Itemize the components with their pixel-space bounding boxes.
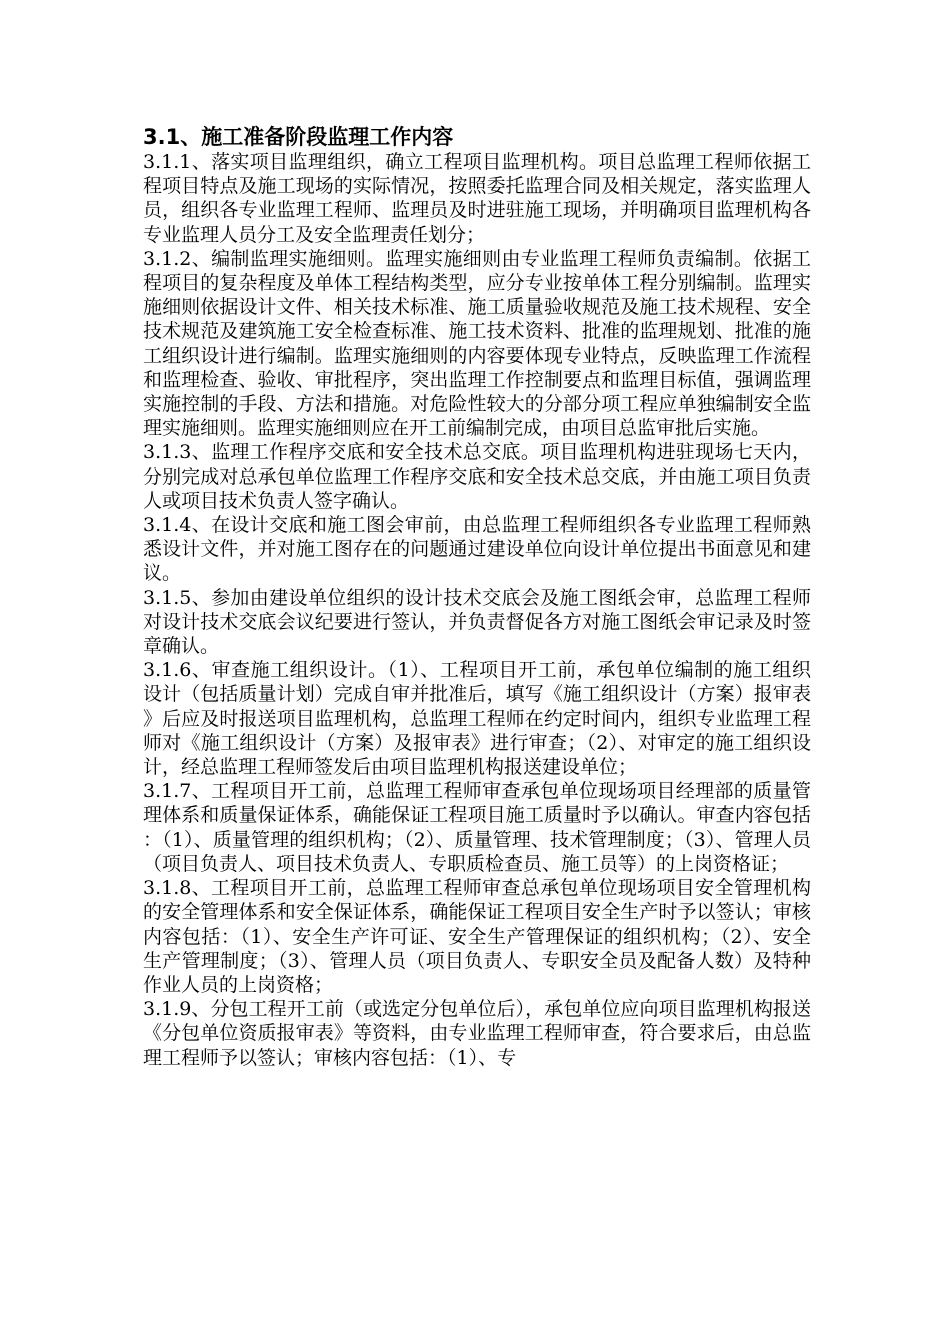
section-title: 3.1、施工准备阶段监理工作内容 (143, 125, 454, 149)
paragraph-3-1-5: 3.1.5、参加由建设单位组织的设计技术交底会及施工图纸会审，总监理工程师对设计技术交底会议纪要进行签认，并负责督促各方对施工图纸会审记录及时签章确认。 (143, 586, 811, 658)
paragraph-3-1-8: 3.1.8、工程项目开工前，总监理工程师审查总承包单位现场项目安全管理机构的安全管理体系和安全保证体系，确能保证工程项目安全生产时予以签认；审核内容包括：（1）、安全生产许可证、安全生产管理保证的组织机构；（2）、安全生产管理制度；（3）、管理人员（项目负责人、专职安全员及配备人数）及特种作业人员的上岗资格； (143, 877, 811, 996)
document-page (143, 124, 811, 1070)
paragraph-3-1-1: 3.1.1、落实项目监理组织，确立工程项目监理机构。项目总监理工程师依据工程项目特点及施工现场的实际情况，按照委托监理合同及相关规定，落实监理人员，组织各专业监理工程师、监理员及时进驻施工现场，并明确项目监理机构各专业监理人员分工及安全监理责任划分； (143, 151, 811, 246)
paragraph-3-1-2: 3.1.2、编制监理实施细则。监理实施细则由专业监理工程师负责编制。依据工程项目的复杂程度及单体工程结构类型，应分专业按单体工程分别编制。监理实施细则依据设计文件、相关技术标准、施工质量验收规范及施工技术规程、安全技术规范及建筑施工安全检查标准、施工技术资料、批准的监理规划、批准的施工组织设计进行编制。监理实施细则的内容要体现专业特点，反映监理工作流程和监理检查、验收、审批程序，突出监理工作控制要点和监理目标值，强调监理实施控制的手段、方法和措施。对危险性较大的分部分项工程应单独编制安全监理实施细则。监理实施细则应在开工前编制完成，由项目总监审批后实施。 (143, 247, 811, 440)
paragraph-3-1-6: 3.1.6、审查施工组织设计。（1）、工程项目开工前，承包单位编制的施工组织设计（包括质量计划）完成自审并批准后，填写《施工组织设计（方案）报审表》后应及时报送项目监理机构，总监理工程师在约定时间内，组织专业监理工程师对《施工组织设计（方案）及报审表》进行审查；（2）、对审定的施工组织设计，经总监理工程师签发后由项目监理机构报送建设单位； (143, 659, 811, 779)
paragraph-3-1-4: 3.1.4、在设计交底和施工图会审前，由总监理工程师组织各专业监理工程师熟悉设计文件，并对施工图存在的问题通过建设单位向设计单位提出书面意见和建议。 (143, 514, 811, 585)
paragraph-3-1-7: 3.1.7、工程项目开工前，总监理工程师审查承包单位现场项目经理部的质量管理体系和质量保证体系，确能保证工程项目施工质量时予以确认。审查内容包括：（1）、质量管理的组织机构；（2）、质量管理、技术管理制度；（3）、管理人员（项目负责人、项目技术负责人、专职质检查员、施工员等）的上岗资格证； (143, 780, 811, 875)
paragraph-3-1-3: 3.1.3、监理工作程序交底和安全技术总交底。项目监理机构进驻现场七天内，分别完成对总承包单位监理工作程序交底和安全技术总交底，并由施工项目负责人或项目技术负责人签字确认。 (143, 441, 811, 512)
paragraph-3-1-9: 3.1.9、分包工程开工前（或选定分包单位后），承包单位应向项目监理机构报送《分包单位资质报审表》等资料，由专业监理工程师审查，符合要求后，由总监理工程师予以签认；审核内容包括：（1）、专 (143, 998, 811, 1069)
